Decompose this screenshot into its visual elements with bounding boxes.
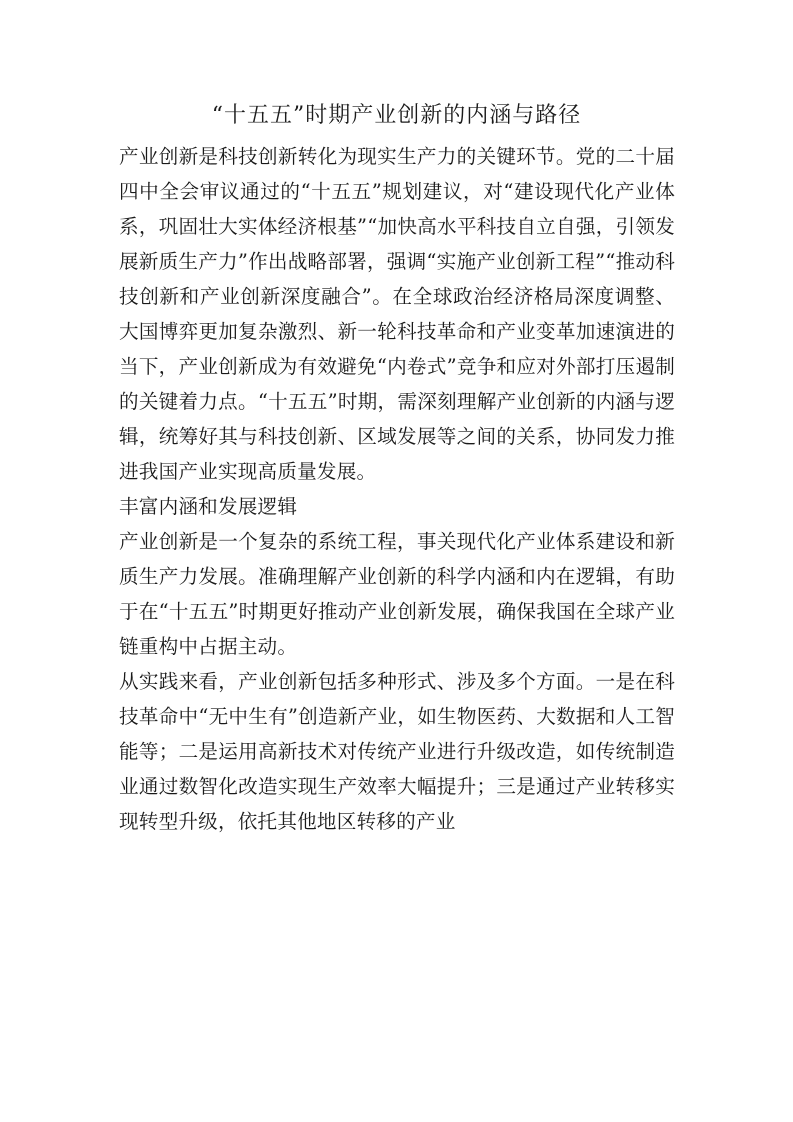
paragraph-connotation: 产业创新是一个复杂的系统工程，事关现代化产业体系建设和新质生产力发展。准确理解产业创新的科学内涵和内在逻辑，有助于在“十五五”时期更好推动产业创新发展，确保我国在全球产业链重构中占据主动。 <box>119 530 675 658</box>
paragraph-practice: 从实践来看，产业创新包括多种形式、涉及多个方面。一是在科技革命中“无中生有”创造新产业，如生物医药、大数据和人工智能等；二是运用高新技术对传统产业进行升级改造，如传统制造业通过数智化改造实现生产效率大幅提升；三是通过产业转移实现转型升级，依托其他地区转移的产业 <box>119 670 675 833</box>
document-body <box>119 139 675 839</box>
paragraph-intro: 产业创新是科技创新转化为现实生产力的关键环节。党的二十届四中全会审议通过的“十五五”规划建议，对“建设现代化产业体系，巩固壮大实体经济根基”“加快高水平科技自立自强，引领发展新质生产力”作出战略部署，强调“实施产业创新工程”“推动科技创新和产业创新深度融合”。在全球政治经济格局深度调整、大国博弈更加复杂激烈、新一轮科技革命和产业变革加速演进的当下，产业创新成为有效避免“内卷式”竞争和应对外部打压遏制的关键着力点。“十五五”时期，需深刻理解产业创新的内涵与逻辑，统筹好其与科技创新、区域发展等之间的关系，协同发力推进我国产业实现高质量发展。 <box>119 145 675 483</box>
section-heading: 丰富内涵和发展逻辑 <box>119 495 298 518</box>
document-title: “十五五”时期产业创新的内涵与路径 <box>211 103 582 128</box>
